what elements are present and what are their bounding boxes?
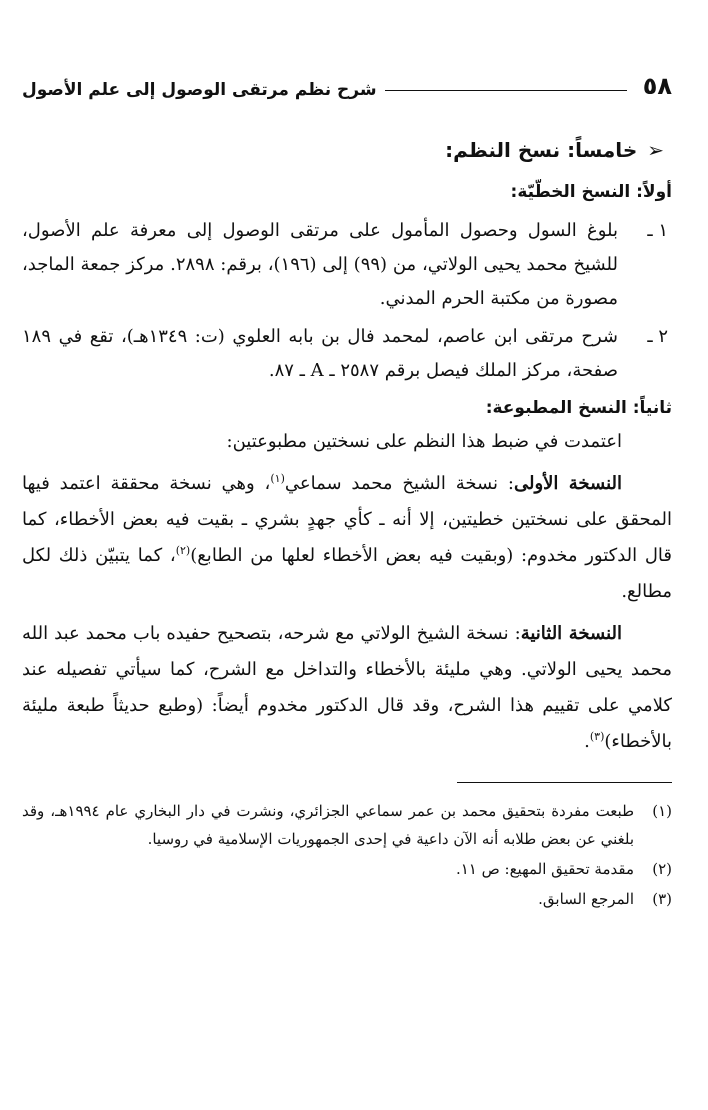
footnote-text: طبعت مفردة بتحقيق محمد بن عمر سماعي الجزائري، ونشرت في دار البخاري عام ١٩٩٤هـ، وقد بلغني عن بعض طلابه أنه الآن داعية في إحدى الجمهوريات الإسلامية في روسيا. — [22, 802, 635, 848]
arrow-left-icon: ➢ — [647, 138, 664, 162]
footnote-separator — [457, 782, 672, 783]
list-item-number: ١ ـ — [647, 220, 668, 241]
manuscripts-heading: أولاً: النسخ الخطّيّة: — [510, 182, 672, 202]
page — [22, 58, 672, 1090]
printed-intro: اعتمدت في ضبط هذا النظم على نسختين مطبوعتين: — [226, 431, 622, 452]
footnote-number: (٢) — [652, 860, 672, 878]
section-title: خامساً: نسخ النظم: — [445, 138, 638, 162]
second-edition-text-b: . — [584, 731, 590, 752]
first-edition-label: النسخة الأولى — [513, 473, 622, 494]
list-item — [22, 320, 672, 388]
page-number: ٥٨ — [642, 72, 672, 100]
running-title: شرح نظم مرتقى الوصول إلى علم الأصول — [22, 80, 377, 100]
page-header — [22, 58, 672, 100]
printed-heading: ثانياً: النسخ المطبوعة: — [485, 398, 672, 418]
first-edition-text-a: : نسخة الشيخ محمد سماعي — [284, 473, 514, 494]
list-item-text: بلوغ السول وحصول المأمول على مرتقى الوصول إلى معرفة علم الأصول، للشيخ محمد يحيى الولاتي، من (٩٩) إلى (١٩٦)، برقم: ٢٨٩٨. مركز جمعة الماجد، مصورة من مكتبة الحرم المدني. — [22, 220, 618, 309]
footnote-text: المرجع السابق. — [538, 890, 634, 908]
list-item-text: شرح مرتقى ابن عاصم، لمحمد فال بن بابه العلوي (ت: ١٣٤٩هـ)، تقع في ١٨٩ صفحة، مركز الملك فيصل برقم ٢٥٨٧ ـ A ـ ٨٧. — [22, 326, 618, 381]
list-item — [22, 214, 672, 316]
footnote-text: مقدمة تحقيق المهيع: ص ١١. — [455, 860, 634, 878]
footnote-number: (١) — [652, 802, 672, 820]
footnote — [22, 855, 672, 883]
footnote-ref-3: (٣) — [589, 730, 605, 743]
manuscripts-list — [22, 214, 672, 388]
second-edition-text-a: : نسخة الشيخ الولاتي مع شرحه، بتصحيح حفيده باب محمد عبد الله محمد يحيى الولاتي. وهي مليئة بالأخطاء والتداخل مع الشرح، كما سيأتي تفصيله عند كلامي على تقييم هذا الشرح، وقد قال الدكتور مخدوم أيضاً: (وطبع حديثاً طبعة مليئة بالأخطاء) — [22, 623, 672, 752]
list-item-number: ٢ ـ — [647, 326, 668, 347]
footnote-ref-2: (٢) — [175, 544, 191, 557]
first-edition-paragraph — [22, 466, 672, 610]
first-edition-text-b: ، وهي نسخة محققة اعتمد فيها المحقق على نسختين خطيتين، إلا أنه ـ كأي جهدٍ بشري ـ بقيت فيه بعض الأخطاء، كما قال الدكتور مخدوم: (وبقيت فيه بعض الأخطاء لعلها من الطابع) — [22, 473, 673, 566]
footnote — [22, 885, 672, 913]
section-heading — [22, 138, 672, 162]
footnote-ref-1: (١) — [270, 472, 285, 485]
footnote-number: (٣) — [652, 890, 672, 908]
header-rule — [385, 90, 627, 91]
footnote — [22, 797, 672, 853]
second-edition-label: النسخة الثانية — [520, 623, 622, 644]
second-edition-paragraph — [22, 616, 672, 760]
footnotes — [22, 797, 672, 913]
first-edition-text-c: ، كما يتبيّن ذلك لكل مطالع. — [22, 545, 672, 602]
